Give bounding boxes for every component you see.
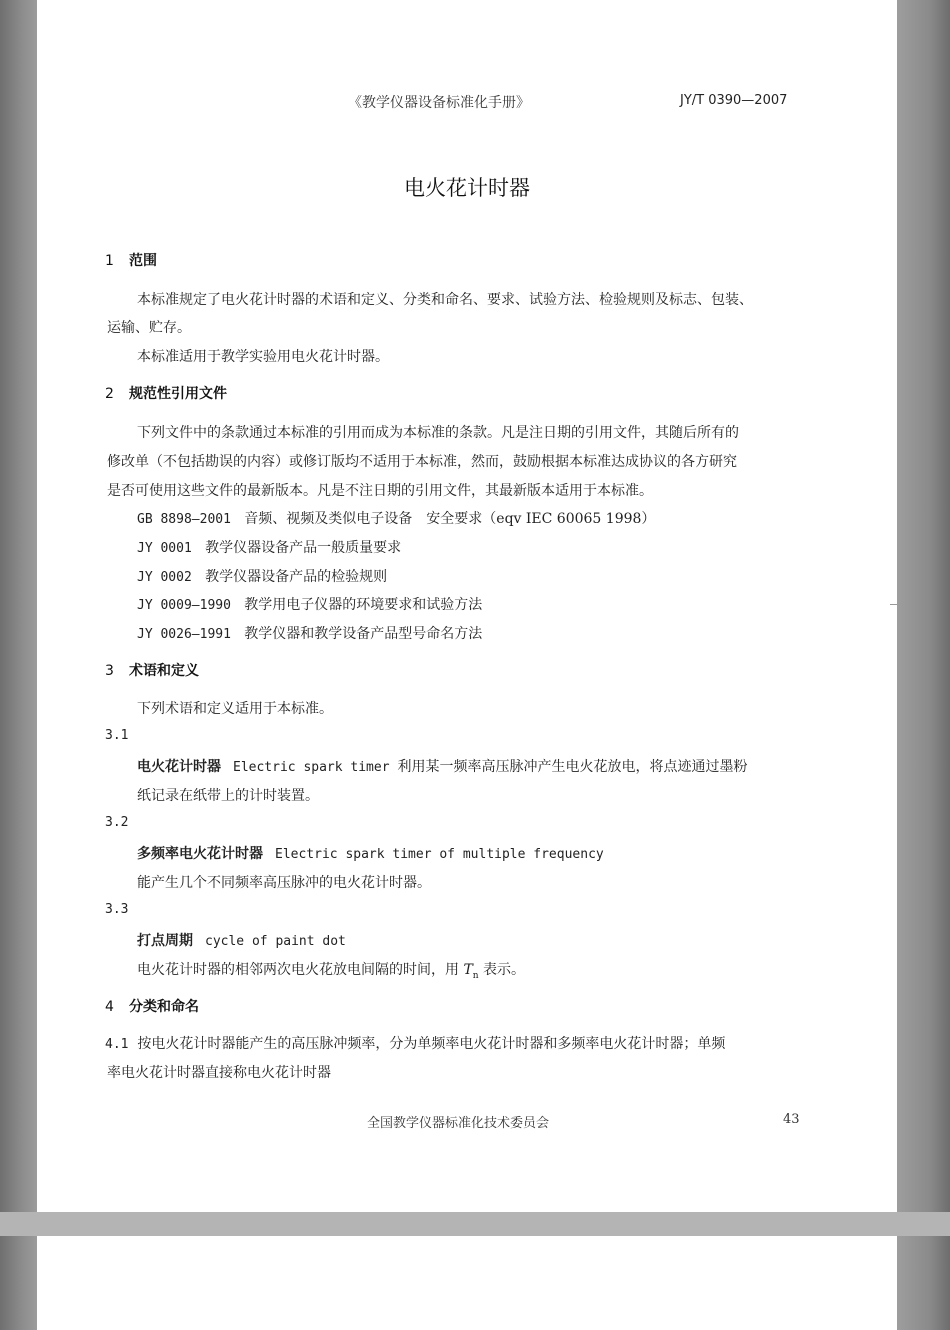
section-4-heading [105,996,199,1016]
page-title: 电火花计时器 [404,176,530,200]
clause-4-1-text: 按电火花计时器能产生的高压脉冲频率，分为单频率电火花计时器和多频率电火花计时器；单频 [137,1036,726,1052]
reference-code: GB 8898—2001 [137,512,231,527]
reference-item [137,594,482,614]
section-3-intro: 下列术语和定义适用于本标准。 [137,701,333,717]
term-3-1-line-2: 纸记录在纸带上的计时装置。 [137,788,319,804]
term-cn: 打点周期 [137,933,193,949]
reference-text: 教学用电子仪器的环境要求和试验方法 [244,597,483,613]
document-page [37,0,897,1212]
section-1-para-1-line-1: 本标准规定了电火花计时器的术语和定义、分类和命名、要求、试验方法、检验规则及标志、包装、 [137,292,753,308]
section-2-title: 规范性引用文件 [129,386,227,402]
section-1-number: 1 [105,253,114,269]
section-1-heading [105,250,157,270]
reference-item [137,537,401,557]
page-gap [0,1212,950,1236]
term-definition-end: 表示。 [483,962,526,978]
reference-code: JY 0002 [137,570,192,585]
section-3-heading [105,660,199,680]
reference-text: 教学仪器设备产品一般质量要求 [205,540,402,556]
term-3-3-definition [137,959,525,981]
section-3-title: 术语和定义 [129,663,199,679]
clause-4-1-line-1 [105,1033,725,1053]
period-symbol-subscript: n [472,970,479,981]
term-en: Electric spark timer of multiple frequency [275,847,604,862]
section-4-number: 4 [105,999,114,1015]
section-3-number: 3 [105,663,114,679]
term-en: Electric spark timer [233,760,390,775]
term-3-2-line-1 [137,843,612,863]
section-2-para-line-2: 修改单（不包括勘误的内容）或修订版均不适用于本标准，然而，鼓励根据本标准达成协议的各方研究 [107,454,737,470]
section-2-para-line-3: 是否可使用这些文件的最新版本。凡是不注日期的引用文件，其最新版本适用于本标准。 [107,483,653,499]
reference-text: 音频、视频及类似电子设备 安全要求（eqv IEC 60065 1998） [244,511,656,527]
section-1-title: 范围 [129,253,157,269]
reference-code: JY 0009—1990 [137,598,231,613]
term-3-3-number: 3.3 [105,902,129,917]
reference-code: JY 0026—1991 [137,627,231,642]
term-en: cycle of paint dot [205,934,346,949]
clause-4-1-line-2: 率电火花计时器直接称电火花计时器 [107,1065,331,1081]
header-book-title: 《教学仪器设备标准化手册》 [348,95,530,111]
term-3-3-line-1 [137,930,354,950]
reference-text: 教学仪器和教学设备产品型号命名方法 [244,626,483,642]
section-2-heading [105,383,227,403]
next-page [37,1236,897,1330]
period-symbol: T [463,962,473,978]
term-cn: 多频率电火花计时器 [137,846,263,862]
reference-item [137,623,482,643]
section-2-para-line-1: 下列文件中的条款通过本标准的引用而成为本标准的条款。凡是注日期的引用文件，其随后所有的 [137,425,739,441]
reference-text: 教学仪器设备产品的检验规则 [205,569,388,585]
section-1-para-2: 本标准适用于教学实验用电火花计时器。 [137,349,389,365]
reference-item [137,508,655,528]
term-definition: 电火花计时器的相邻两次电火花放电间隔的时间，用 [137,962,459,978]
reference-item [137,566,387,586]
section-2-number: 2 [105,386,114,402]
section-1-para-1-line-2: 运输、贮存。 [107,320,191,336]
page-edge-mark [890,604,897,605]
clause-4-1-number: 4.1 [105,1037,129,1052]
term-3-2-number: 3.2 [105,815,129,830]
page-number: 43 [783,1112,800,1127]
term-3-2-definition: 能产生几个不同频率高压脉冲的电火花计时器。 [137,875,431,891]
term-cn: 电火花计时器 [137,759,221,775]
footer-organization: 全国教学仪器标准化技术委员会 [367,1116,550,1131]
term-definition: 利用某一频率高压脉冲产生电火花放电，将点迹通过墨粉 [397,759,748,775]
term-3-1-line-1 [137,756,748,776]
section-4-title: 分类和命名 [129,999,199,1015]
term-3-1-number: 3.1 [105,728,129,743]
reference-code: JY 0001 [137,541,192,556]
header-standard-number: JY/T 0390—2007 [680,93,788,108]
